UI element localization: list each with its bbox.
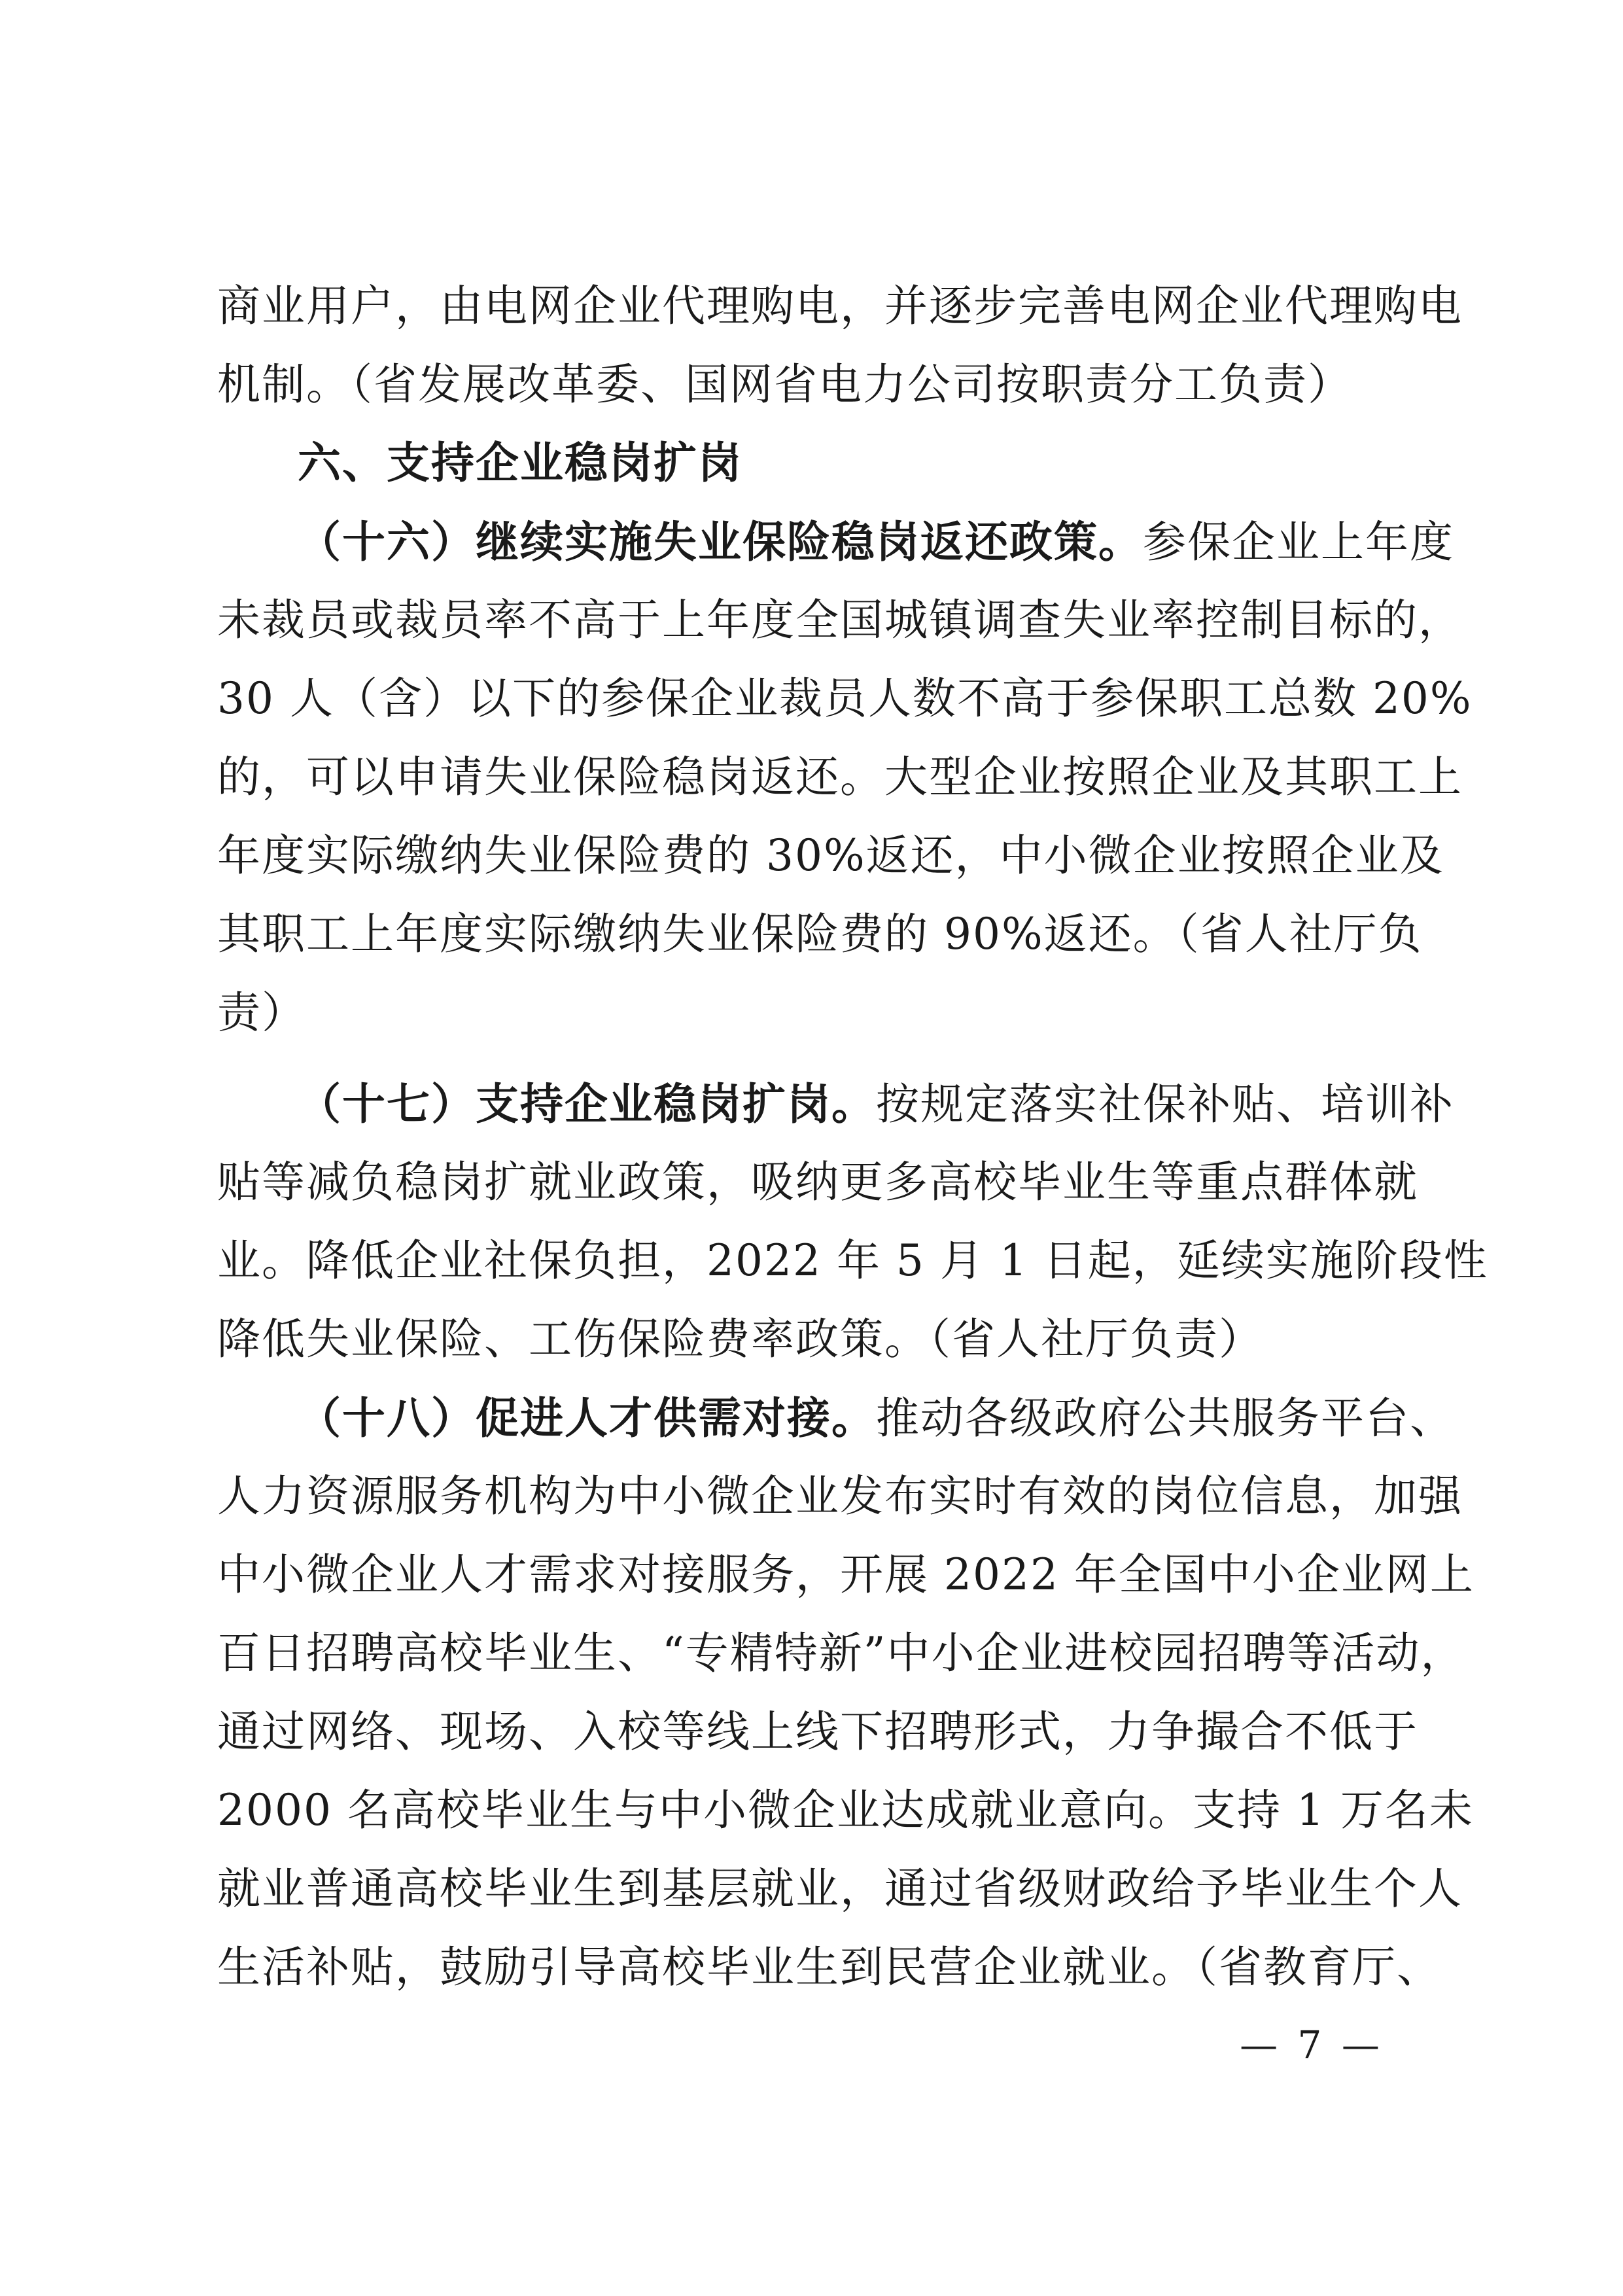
paragraph-line: 商业用户，由电网企业代理购电，并逐步完善电网企业代理购电 — [217, 281, 1463, 331]
paragraph-line: 年度实际缴纳失业保险费的 30%返还，中小微企业按照企业及 — [217, 830, 1444, 881]
paragraph-line: （十六）继续实施失业保险稳岗返还政策。参保企业上年度 — [298, 516, 1454, 567]
paragraph-line: （十八）促进人才供需对接。推动各级政府公共服务平台、 — [298, 1392, 1454, 1443]
paragraph-line: 降低失业保险、工伤保险费率政策。（省人社厅负责） — [217, 1314, 1263, 1364]
paragraph-line: 就业普通高校毕业生到基层就业，通过省级财政给予毕业生个人 — [217, 1863, 1463, 1914]
paragraph-line: （十七）支持企业稳岗扩岗。按规定落实社保补贴、培训补 — [298, 1078, 1454, 1129]
paragraph-line: 机制。（省发展改革委、国网省电力公司按职责分工负责） — [217, 359, 1352, 410]
paragraph-line: 2000 名高校毕业生与中小微企业达成就业意向。支持 1 万名未 — [217, 1785, 1474, 1835]
paragraph-line: 责） — [217, 987, 306, 1038]
paragraph-line: 人力资源服务机构为中小微企业发布实时有效的岗位信息，加强 — [217, 1471, 1463, 1521]
paragraph-line: 业。降低企业社保负担，2022 年 5 月 1 日起，延续实施阶段性 — [217, 1235, 1488, 1286]
paragraph-line: 通过网络、现场、入校等线上线下招聘形式，力争撮合不低于 — [217, 1706, 1418, 1757]
item-title: （十七）支持企业稳岗扩岗。 — [298, 1078, 876, 1129]
item-title: （十六）继续实施失业保险稳岗返还政策。 — [298, 516, 1143, 567]
page-number: — 7 — — [1240, 2022, 1384, 2067]
section-heading: 六、支持企业稳岗扩岗 — [298, 438, 742, 488]
paragraph-line: 30 人（含）以下的参保企业裁员人数不高于参保职工总数 20% — [217, 673, 1473, 724]
paragraph-line: 的，可以申请失业保险稳岗返还。大型企业按照企业及其职工上 — [217, 752, 1463, 802]
paragraph-line: 未裁员或裁员率不高于上年度全国城镇调查失业率控制目标的， — [217, 595, 1463, 645]
paragraph-line: 百日招聘高校毕业生、“专精特新”中小企业进校园招聘等活动， — [217, 1628, 1465, 1678]
paragraph-line: 贴等减负稳岗扩就业政策，吸纳更多高校毕业生等重点群体就 — [217, 1157, 1418, 1207]
paragraph-line: 中小微企业人才需求对接服务，开展 2022 年全国中小企业网上 — [217, 1549, 1475, 1600]
item-title: （十八）促进人才供需对接。 — [298, 1392, 876, 1443]
paragraph-line: 生活补贴，鼓励引导高校毕业生到民营企业就业。（省教育厅、 — [217, 1942, 1441, 1992]
paragraph-line: 其职工上年度实际缴纳失业保险费的 90%返还。（省人社厅负 — [217, 909, 1423, 959]
